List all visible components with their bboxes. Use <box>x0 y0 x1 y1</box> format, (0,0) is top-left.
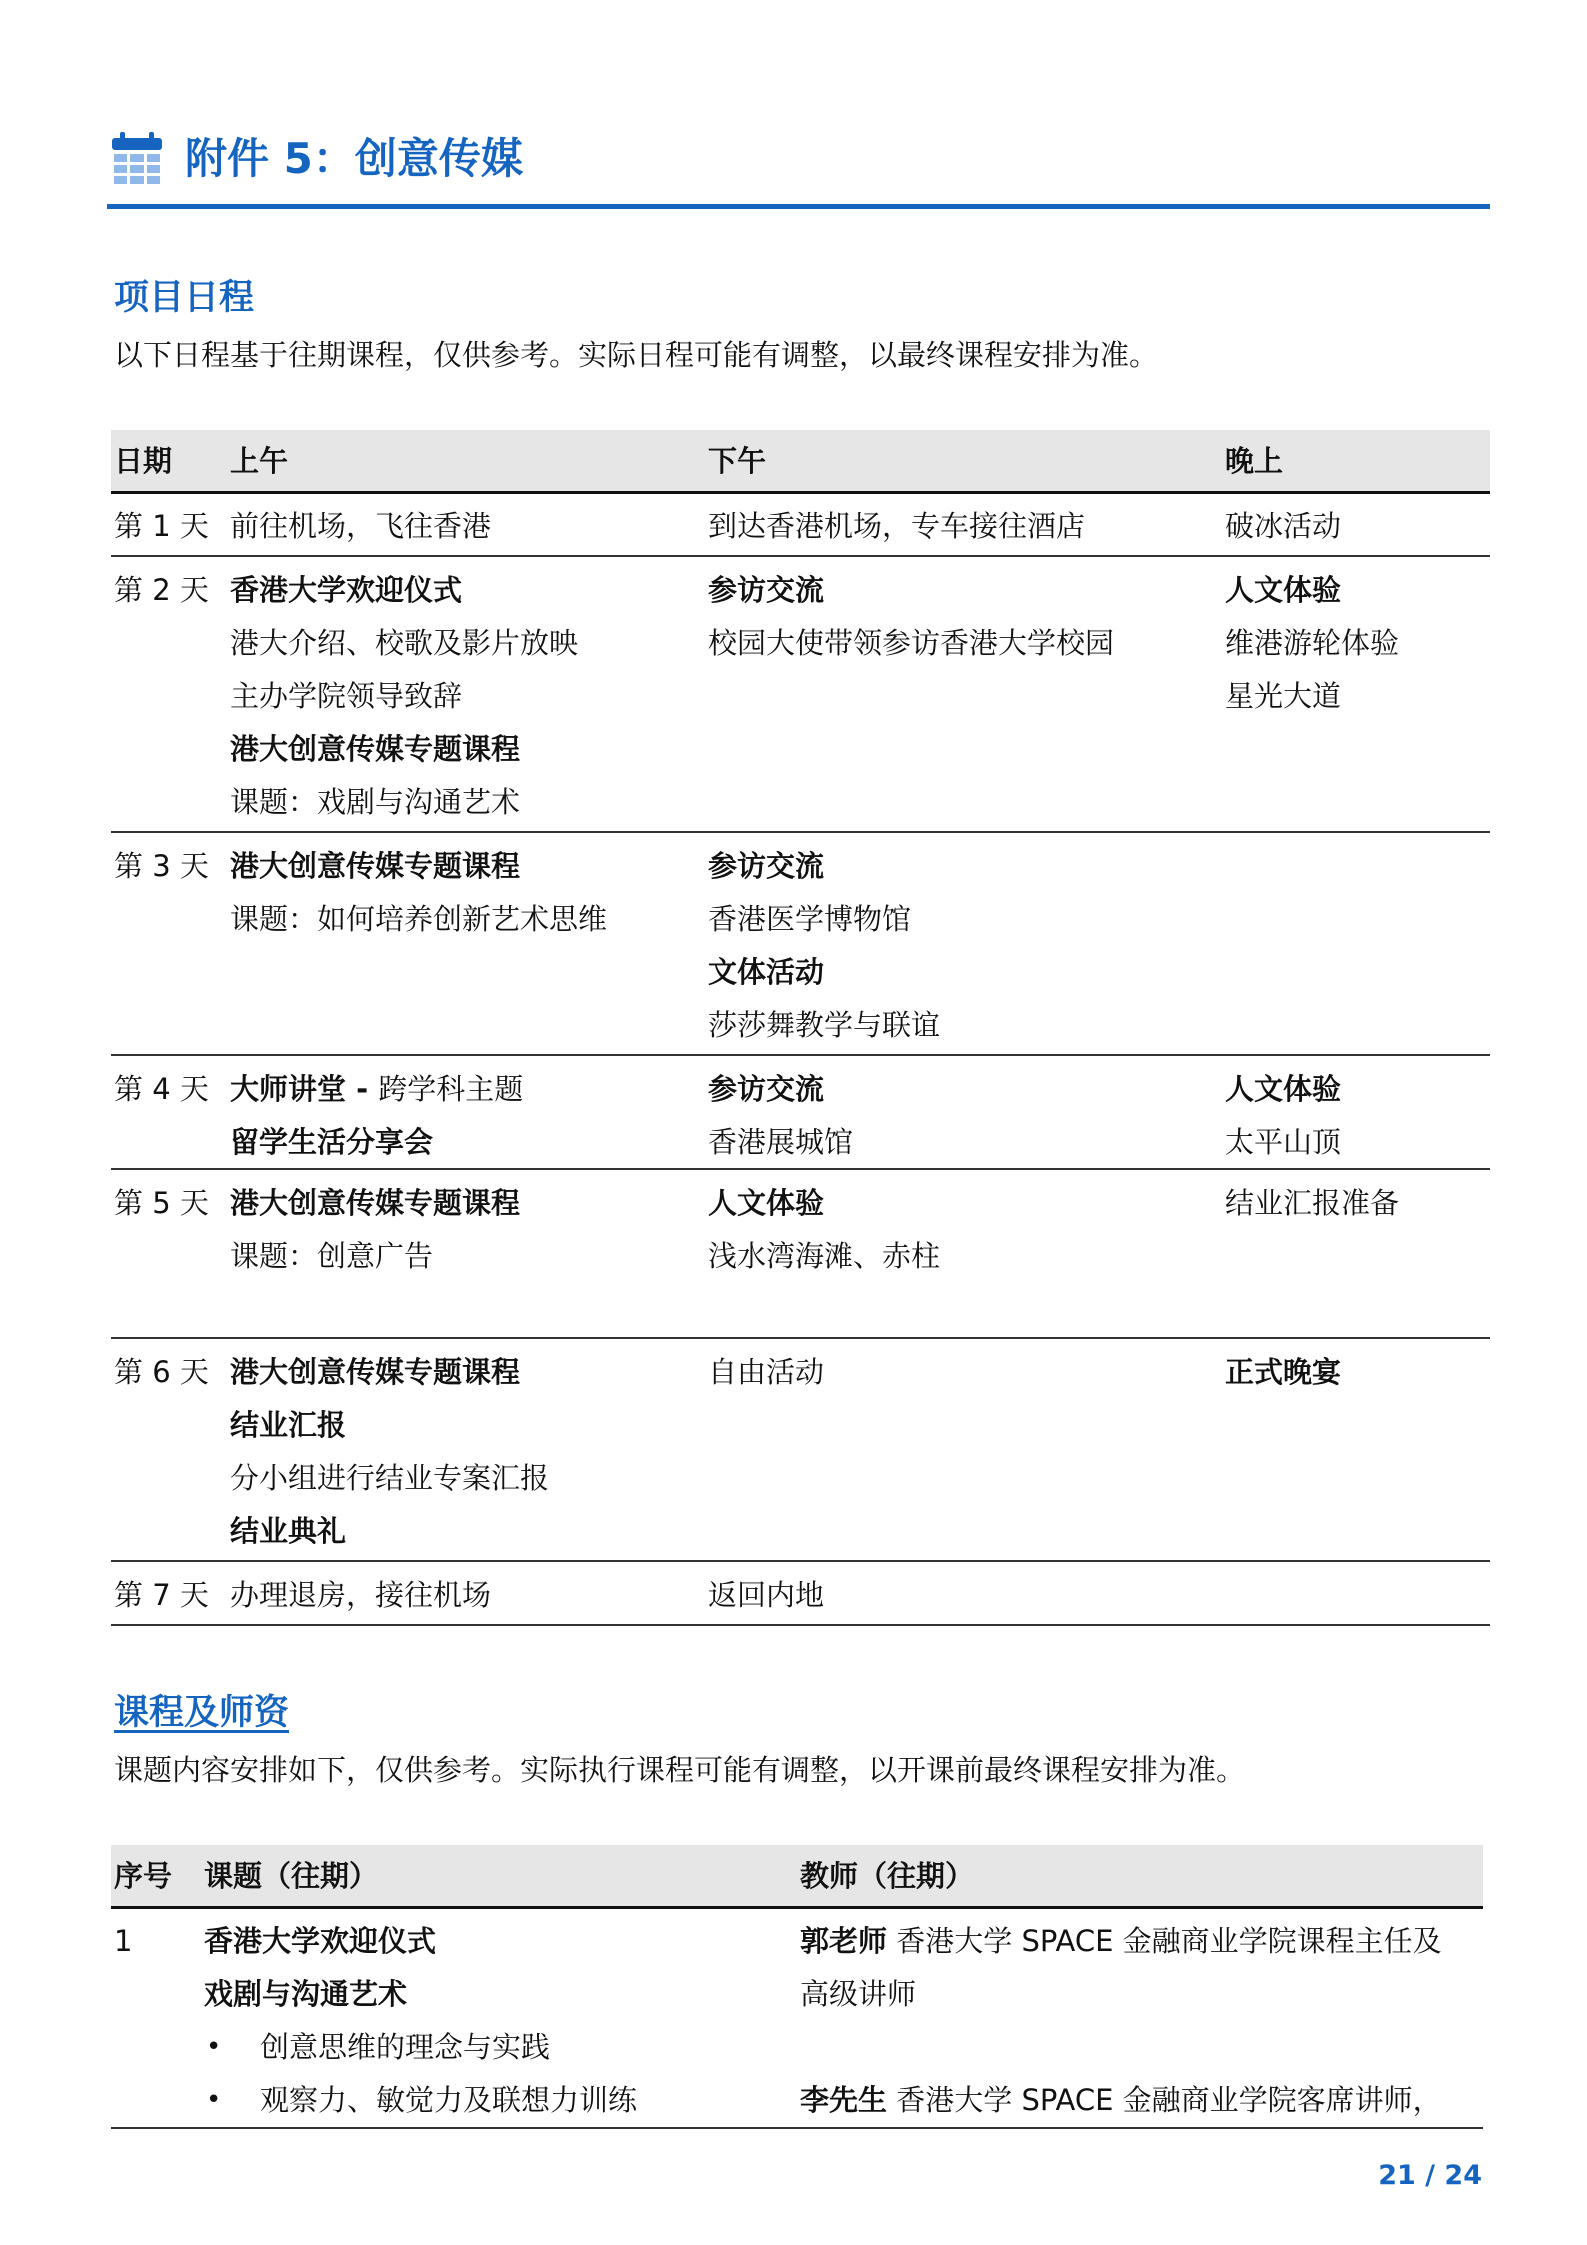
morning-heading: 大师讲堂 <box>230 1072 347 1106</box>
morning-line <box>230 1071 523 1107</box>
teacher-name: 李先生 <box>800 2083 888 2117</box>
header-evening: 晚上 <box>1225 444 1284 478</box>
row-divider <box>111 1560 1490 1562</box>
table-bottom-rule <box>111 1624 1490 1626</box>
header-teacher: 教师（往期） <box>800 1859 975 1893</box>
schedule-table-header <box>111 430 1490 492</box>
afternoon-heading: 参访交流 <box>708 849 825 883</box>
row-divider <box>111 1168 1490 1170</box>
afternoon-text: 香港医学博物馆 <box>708 902 912 936</box>
day-label: 第 6 天 <box>114 1355 209 1389</box>
header-date: 日期 <box>114 444 173 478</box>
day-label: 第 1 天 <box>114 509 209 543</box>
morning-text: 主办学院领导致辞 <box>230 679 463 713</box>
morning-heading: 港大创意传媒专题课程 <box>230 1186 521 1220</box>
row-divider <box>111 1337 1490 1339</box>
header-no: 序号 <box>114 1859 173 1893</box>
table-bottom-rule <box>111 2127 1483 2129</box>
morning-heading: 香港大学欢迎仪式 <box>230 573 463 607</box>
morning-heading: 结业典礼 <box>230 1514 347 1548</box>
row-divider <box>111 555 1490 557</box>
courses-title[interactable]: 课程及师资 <box>114 1693 290 1733</box>
page-number: 21 / 24 <box>1378 2160 1482 2191</box>
morning-heading: 港大创意传媒专题课程 <box>230 849 521 883</box>
morning-heading: 结业汇报 <box>230 1408 347 1442</box>
row-divider <box>111 1054 1490 1056</box>
header-rule-bottom <box>111 1906 1483 1909</box>
morning-text: 港大介绍、校歌及影片放映 <box>230 626 579 660</box>
evening-heading: 人文体验 <box>1225 1072 1342 1106</box>
morning-heading: 留学生活分享会 <box>230 1125 434 1159</box>
morning-text: 办理退房，接往机场 <box>230 1578 492 1612</box>
morning-text: 课题：如何培养创新艺术思维 <box>230 902 608 936</box>
morning-text: 课题：创意广告 <box>230 1239 434 1273</box>
afternoon-heading: 参访交流 <box>708 1072 825 1106</box>
teacher-desc: 香港大学 SPACE 金融商业学院课程主任及 <box>896 1924 1442 1958</box>
evening-text: 破冰活动 <box>1225 509 1342 543</box>
afternoon-text: 校园大使带领参访香港大学校园 <box>708 626 1115 660</box>
course-topic: 香港大学欢迎仪式 <box>204 1924 437 1958</box>
courses-note: 课题内容安排如下，仅供参考。实际执行课程可能有调整，以开课前最终课程安排为准。 <box>114 1753 1246 1787</box>
evening-heading: 人文体验 <box>1225 573 1342 607</box>
afternoon-heading: 参访交流 <box>708 573 825 607</box>
course-bullet: 观察力、敏觉力及联想力训练 <box>260 2083 638 2117</box>
day-label: 第 2 天 <box>114 573 209 607</box>
teacher-desc: 香港大学 SPACE 金融商业学院客席讲师， <box>896 2083 1442 2117</box>
day-label: 第 5 天 <box>114 1186 209 1220</box>
morning-text: 分小组进行结业专案汇报 <box>230 1461 550 1495</box>
morning-text: 跨学科主题 <box>378 1072 524 1106</box>
morning-heading: 港大创意传媒专题课程 <box>230 1355 521 1389</box>
afternoon-text: 到达香港机场，专车接往酒店 <box>708 509 1086 543</box>
course-bullet: 创意思维的理念与实践 <box>260 2030 551 2064</box>
afternoon-text: 浅水湾海滩、赤柱 <box>708 1239 941 1273</box>
header-rule-bottom <box>111 491 1490 494</box>
evening-text: 星光大道 <box>1225 679 1342 713</box>
afternoon-text: 香港展城馆 <box>708 1125 854 1159</box>
afternoon-heading: 人文体验 <box>708 1186 825 1220</box>
evening-text: 维港游轮体验 <box>1225 626 1400 660</box>
day-label: 第 3 天 <box>114 849 209 883</box>
evening-text: 太平山顶 <box>1225 1125 1342 1159</box>
course-topic: 戏剧与沟通艺术 <box>204 1977 408 2011</box>
afternoon-text: 返回内地 <box>708 1578 825 1612</box>
morning-heading: 港大创意传媒专题课程 <box>230 732 521 766</box>
teacher-name: 郭老师 <box>800 1924 888 1958</box>
row-divider <box>111 831 1490 833</box>
afternoon-text: 自由活动 <box>708 1355 825 1389</box>
header-morning: 上午 <box>230 444 289 478</box>
teacher-line <box>800 1923 1442 1959</box>
evening-heading: 正式晚宴 <box>1225 1355 1342 1389</box>
dash-separator: - <box>346 1072 379 1106</box>
afternoon-text: 莎莎舞教学与联谊 <box>708 1008 941 1042</box>
schedule-title: 项目日程 <box>114 278 255 318</box>
afternoon-heading: 文体活动 <box>708 955 825 989</box>
bullet-marker: • <box>206 2085 222 2115</box>
evening-text: 结业汇报准备 <box>1225 1186 1400 1220</box>
course-number: 1 <box>114 1924 133 1958</box>
header-topic: 课题（往期） <box>204 1859 379 1893</box>
header-rule <box>107 204 1490 209</box>
day-label: 第 7 天 <box>114 1578 209 1612</box>
teacher-desc-continued: 高级讲师 <box>800 1977 917 2011</box>
morning-text: 课题：戏剧与沟通艺术 <box>230 785 521 819</box>
page-title: 附件 5：创意传媒 <box>185 134 523 183</box>
schedule-note: 以下日程基于往期课程，仅供参考。实际日程可能有调整，以最终课程安排为准。 <box>114 338 1159 372</box>
day-label: 第 4 天 <box>114 1072 209 1106</box>
morning-text: 前往机场，飞往香港 <box>230 509 492 543</box>
teacher-line <box>800 2082 1442 2118</box>
calendar-icon <box>112 132 162 184</box>
bullet-marker: • <box>206 2032 222 2062</box>
header-afternoon: 下午 <box>708 444 767 478</box>
